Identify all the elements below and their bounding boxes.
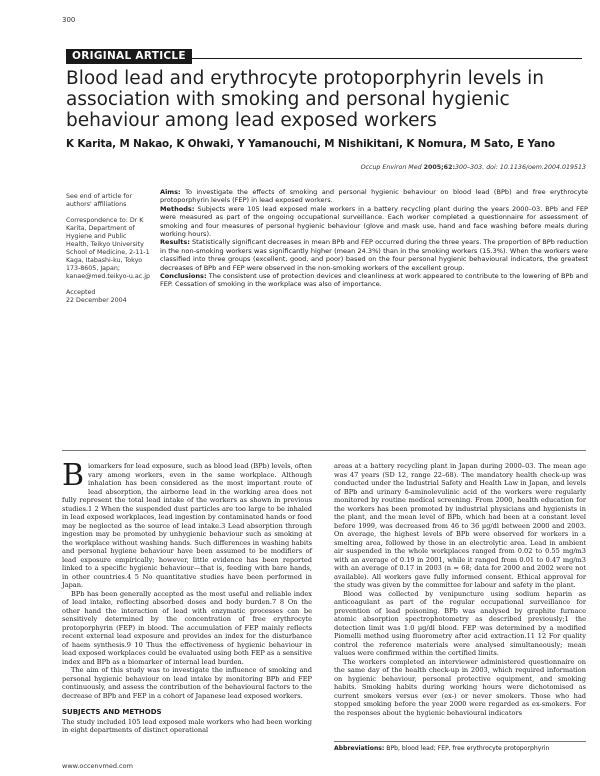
- page-number: 300: [62, 16, 76, 24]
- citation-line: [300, 164, 586, 171]
- journal-url[interactable]: www.occenvmed.com: [62, 762, 133, 770]
- abbreviations: [334, 741, 586, 752]
- results-text: Statistically significant decreases in mean BPb and FEP occurred during the three years. The proportion of BPb reduction in the non-smoking workers was significantly higher (mean 24.3%) than in the smoking workers (15.3%). When the workers were classified into three groups (excellent, good, and poor) based on the four personal hygienic behavioural indicators, the greatest decreases of BPb and FEP were observed in the non-smoking workers of the excellent group.: [160, 238, 588, 272]
- aims-label: Aims:: [160, 188, 181, 196]
- drop-cap: B: [62, 458, 85, 493]
- intro-paragraph-3: The aim of this study was to investigate the influence of smoking and personal hygienic behaviour on lead intake by monitoring BPb and FEP continuously, and assess the contribution of the behavioural factors to the decrease of BPb and FEP in a cohort of Japanese lead exposed workers.: [62, 666, 312, 700]
- conclusions-text: The consistent use of protection devices and cleanliness at work appeared to contribute to the lowering of BPb and FEP. Cessation of smoking in the workplace was also of importance.: [160, 272, 588, 289]
- section-divider: [62, 450, 586, 451]
- body-column-left: [62, 458, 312, 735]
- article-title: Blood lead and erythrocyte protoporphyrin levels in association with smoking and personal hygienic behaviour among lead exposed workers: [66, 68, 544, 131]
- methods-text: Subjects were 105 lead exposed male workers in a battery recycling plant during the years 2000–03. BPb and FEP were measured as part of the ongoing occupational surveillance. Each worker completed a questionnaire for assessment of smoking and four measures of personal hygienic behaviour (glove and mask use, hand and face washing before meals during working hours).: [160, 204, 588, 239]
- methods-paragraph-2: areas at a battery recycling plant in Japan during 2000–03. The mean age was 47 years (SD 12, range 22–68). The mandatory health check-up was conducted under the Industrial Safety and Health Law in Japan, and levels of BPb and urinary δ-aminolevulinic acid of the workers were regularly monitored by routine medical screening. From 2000, health education for the workers has been promoted by industrial physicians and hygienists in the plant, and the mean level of BPb, which had been at a constant level before 1999, was decreased from 46 to 36 µg/dl between 2000 and 2003. On average, the highest levels of BPb were observed for workers in a smelting area, followed by those in an electrolytic area. Lead in ambient air suspended in the whole workplaces ranged from 0.02 to 0.55 mg/m3 with an average of 0.19 in 2001, while it ranged from 0.01 to 0.47 mg/m3 with an average of 0.17 in 2003 (n = 68; data for 2000 and 2002 were not available). All workers gave fully informed consent. Ethical approval for the study was given by the committee for labour and safety in the plant.: [334, 462, 586, 589]
- abstract-results: [160, 238, 588, 272]
- abbreviations-text: BPb, blood lead; FEP, free erythrocyte protoporphyrin: [386, 745, 550, 752]
- sidebar: [66, 193, 151, 313]
- correspondence: Correspondence to: Dr K Karita, Department of Hygiene and Public Health, Teikyo University School of Medicine, 2-11-1 Kaga, Itabashi-ku, Tokyo 173-8605, Japan; kanae@med.teikyo-u.ac.jp: [66, 217, 150, 280]
- author-list: K Karita, M Nakao, K Ohwaki, Y Yamanouchi, M Nishikitani, K Nomura, M Sato, E Yano: [66, 138, 555, 150]
- conclusions-label: Conclusions:: [160, 272, 207, 281]
- intro-paragraph-2: BPb has been generally accepted as the most useful and reliable index of lead intake, reflecting absorbed doses and body burden.7 8 On the other hand the interaction of lead with enzymatic processes can be sensitively determined by the concentration of free erythrocyte protoporphyrin (FEP) in blood. The accumulation of FEP mainly reflects recent external lead exposure and provides an index for the disturbance of haem synthesis.9 10 Thus the effectiveness of hygienic behaviour in lead exposed workplaces could be evaluated using both FEP as a sensitive index and BPb as a biomarker of internal lead burden.: [62, 589, 312, 666]
- abstract-conclusions: [160, 272, 588, 289]
- page-range: 300–303.: [454, 164, 485, 171]
- methods-paragraph-3: Blood was collected by venipuncture using sodium heparin as anticoagulant as part of the regular occupational surveillance for prevention of lead poisoning. BPb was analysed by graphite furnace atomic absorption spectrophotometry as described previously;1 the detection limit was 1.0 µg/dl blood. FEP was determined by a modified Piomelli method using fluorometry after acid extraction.11 12 For quality control the reference materials were analysed simultaneously; mean values were confirmed within the certified limits.: [334, 589, 586, 657]
- abstract-methods: [160, 205, 588, 239]
- abstract-aims: [160, 188, 588, 205]
- accepted-date: [66, 289, 151, 305]
- intro-paragraph-1: [62, 458, 312, 590]
- methods-label: Methods:: [160, 204, 195, 213]
- abstract: [160, 188, 588, 289]
- affiliations-note: See end of article for authors' affiliations: [66, 193, 133, 208]
- accepted-label: Accepted: [66, 289, 96, 296]
- section-heading-methods: SUBJECTS AND METHODS: [62, 708, 162, 716]
- body-column-right: [334, 462, 586, 717]
- intro-text-1: iomarkers for lead exposure, such as blood lead (BPb) levels, often vary among workers, even in the same workplace. Although inhalation has been considered as the most important route of lead absorption, the airborne lead in the working area does not fully represent the total lead intake of the workers as shown in previous studies.1 2 When the suspended dust particles are too large to be inhaled in lead exposed workplaces, lead ingestion by contaminated hands or food may be neglected as the source of lead intake.3 Lead absorption through ingestion may be promoted by unhygienic behaviour such as smoking at the workplace without washing hands. Such differences in washing habits and personal hygiene behaviour have been assumed to be modifiers of lead exposure empirically; however, little evidence has been reported linked to a specific hygienic behaviour—that is, feeding with bare hands, in other countries.4 5 No quantitative studies have been performed in Japan.: [62, 462, 312, 589]
- doi[interactable]: doi: 10.1136/oem.2004.019513: [486, 164, 586, 171]
- section-tag: ORIGINAL ARTICLE: [66, 49, 192, 64]
- journal-name: Occup Environ Med: [360, 164, 422, 171]
- methods-paragraph-4: The workers completed an interviewer administered questionnaire on the same day of the health check-up in 2003, which required information on hygienic behaviour, personal protective equipment, and smoking habits. Smoking habits during working hours were dichotomised as current smokers versus ever (ex-) or never smokers. Those who had stopped smoking before the year 2000 were regarded as ex-smokers. For the responses about the hygienic behavioural indicators: [334, 657, 586, 717]
- aims-text: To investigate the effects of smoking and personal hygienic behaviour on blood lead (BPb) and free erythrocyte protoporphyrin levels (FEP) in lead exposed workers.: [160, 188, 588, 205]
- year-volume: 2005;62:: [423, 164, 455, 171]
- accepted-value: 22 December 2004: [66, 297, 127, 304]
- section-banner: [66, 44, 582, 62]
- abbreviations-label: Abbreviations:: [334, 745, 385, 752]
- methods-paragraph-1: The study included 105 lead exposed male workers who had been working in eight departments of distinct operational: [62, 717, 312, 734]
- results-label: Results:: [160, 238, 190, 247]
